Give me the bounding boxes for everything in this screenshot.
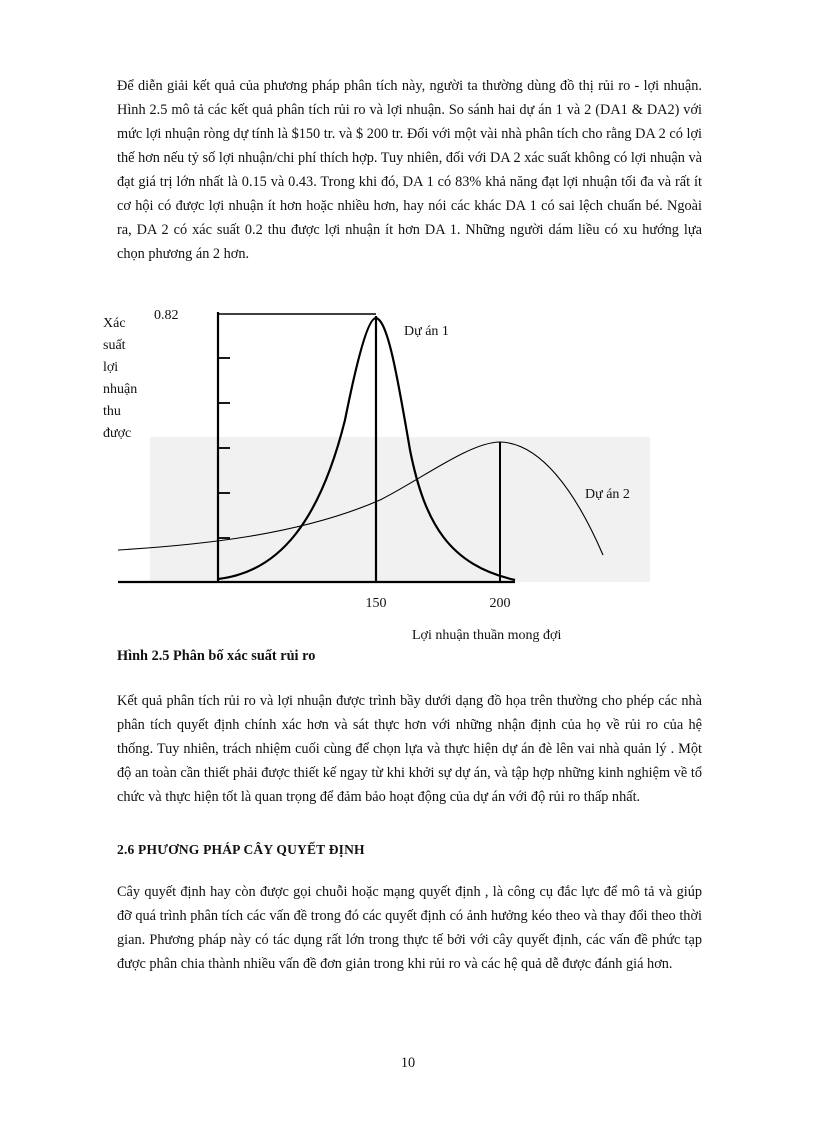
figure-caption: Hình 2.5 Phân bố xác suất rủi ro bbox=[117, 648, 316, 664]
ylabel-line: thu bbox=[103, 404, 121, 419]
x-tick-label: 150 bbox=[365, 596, 387, 611]
y-axis-label bbox=[103, 316, 137, 441]
risk-distribution-chart bbox=[0, 290, 816, 650]
ylabel-line: Xác bbox=[103, 316, 126, 331]
ylabel-line: nhuận bbox=[103, 382, 138, 397]
series-label-du-an-2: Dự án 2 bbox=[585, 487, 630, 502]
ylabel-line: suất bbox=[103, 338, 126, 353]
ylabel-line: lợi bbox=[103, 360, 119, 375]
paragraph-decision-tree: Cây quyết định hay còn được gọi chuỗi hoặc mạng quyết định , là công cụ đắc lực để mô tả và giúp đỡ quá trình phân tích các vấn đề trong đó các quyết định có ảnh hưởng kéo theo và thay đổi theo thời gian. Phương pháp này có tác dụng rất lớn trong thực tế bởi với cây quyết định, các vấn đề phức tạp được phân chia thành nhiều vấn đề đơn giản trong khi rủi ro và các hệ quả dễ được đánh giá hơn. bbox=[117, 884, 702, 972]
series-label-du-an-1: Dự án 1 bbox=[404, 324, 449, 339]
section-heading: 2.6 PHƯƠNG PHÁP CÂY QUYẾT ĐỊNH bbox=[117, 842, 365, 857]
x-tick-label: 200 bbox=[489, 596, 511, 611]
page-number: 10 bbox=[400, 1055, 416, 1071]
x-axis-label: Lợi nhuận thuần mong đợi bbox=[412, 628, 562, 643]
y-marker-label: 0.82 bbox=[154, 308, 179, 323]
ylabel-line: được bbox=[103, 426, 132, 441]
paragraph-results: Kết quả phân tích rủi ro và lợi nhuận được trình bầy dưới dạng đồ họa trên thường cho phép các nhà phân tích quyết định chính xác hơn và sát thực hơn với những nhận định của họ về rủi ro của hệ thống. Tuy nhiên, trách nhiệm cuối cùng để chọn lựa và thực hiện dự án đè lên vai nhà quản lý . Một độ an toàn cần thiết phải được thiết kế ngay từ khi khởi sự dự án, và tập hợp những kinh nghiệm về tổ chức và thực hiện tốt là quan trọng để đảm bảo hoạt động của dự án với độ rủi ro thấp nhất. bbox=[117, 693, 702, 805]
paragraph-intro: Để diễn giải kết quả của phương pháp phân tích này, người ta thường dùng đồ thị rủi ro - lợi nhuận. Hình 2.5 mô tả các kết quả phân tích rủi ro và lợi nhuận. So sánh hai dự án 1 và 2 (DA1 & DA2) với mức lợi nhuận ròng dự tính là $150 tr. và $ 200 tr. Đối với một vài nhà phân tích cho rằng DA 2 có lợi thế hơn nếu tỷ số lợi nhuận/chi phí thích hợp. Tuy nhiên, đối với DA 2 xác suất không có lợi nhuận và đạt giá trị lớn nhất là 0.15 và 0.43. Trong khi đó, DA 1 có 83% khả năng đạt lợi nhuận tối đa và rất ít cơ hội có được lợi nhuận ít hơn hoặc nhiều hơn, hay nói các khác DA 1 có sai lệch chuẩn bé. Ngoài ra, DA 2 có xác suất 0.2 thu được lợi nhuận ít hơn DA 1. Những người dám liều có xu hướng lựa chọn phương án 2 hơn. bbox=[117, 78, 702, 262]
chart-shade bbox=[150, 437, 650, 582]
